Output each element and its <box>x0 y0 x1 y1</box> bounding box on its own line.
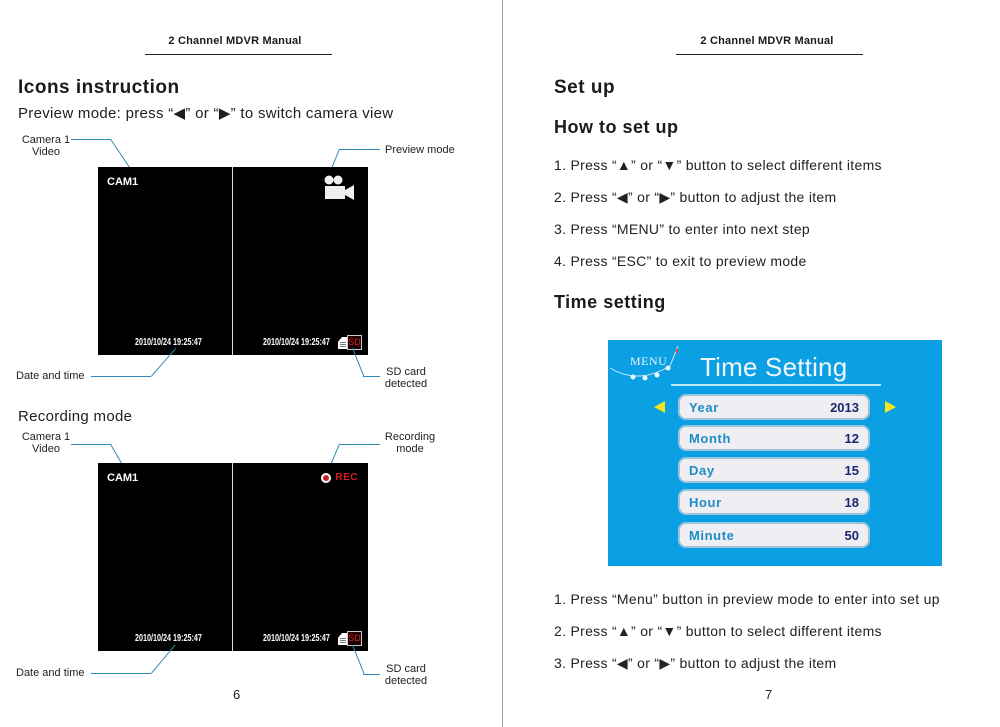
callout-text: Camera 1 <box>21 134 71 146</box>
field-label: Day <box>689 462 715 478</box>
field-value: 18 <box>844 494 859 510</box>
field-label: Year <box>689 399 719 415</box>
setup-step: 1. Press “▲” or “▼” button to select different items <box>554 157 882 173</box>
running-header: 2 Channel MDVR Manual <box>168 35 302 47</box>
subsection-title: Time setting <box>554 292 666 312</box>
cam1-label: CAM1 <box>107 472 139 484</box>
leader-line <box>363 674 380 675</box>
datetime-ch2: 2010/10/24 19:25:47 <box>263 337 330 348</box>
right-arrow-icon[interactable] <box>885 401 896 413</box>
callout-text: detected <box>384 378 428 390</box>
callout-preview-mode: Preview mode <box>385 144 455 156</box>
sd-card-icon <box>338 631 362 646</box>
time-setting-title: Time Setting <box>700 352 848 382</box>
setup-step: 2. Press “◀” or “▶” button to adjust the item <box>554 189 837 205</box>
field-value: 2013 <box>830 399 859 415</box>
leader-line <box>340 444 380 445</box>
menu-label: MENU <box>630 354 668 368</box>
section-title: Set up <box>554 77 616 98</box>
sd-card-icon <box>338 335 362 350</box>
field-label: Minute <box>689 527 735 543</box>
subsection-title: How to set up <box>554 117 679 137</box>
leader-line <box>363 376 380 377</box>
datetime-ch1: 2010/10/24 19:25:47 <box>135 337 202 348</box>
setup-step: 3. Press “MENU” to enter into next step <box>554 221 811 237</box>
callout-camera-video <box>20 134 72 158</box>
record-dot-icon <box>321 473 331 483</box>
page-number: 6 <box>233 687 241 702</box>
title-underline <box>671 384 881 386</box>
callout-text: Camera 1 <box>21 431 71 443</box>
time-field-hour[interactable] <box>678 489 870 515</box>
sd-label: SD <box>347 335 362 350</box>
callout-text: SD card <box>386 663 426 675</box>
recording-indicator <box>321 472 358 483</box>
time-field-month[interactable] <box>678 425 870 451</box>
page-number: 7 <box>765 687 773 702</box>
running-header: 2 Channel MDVR Manual <box>700 35 834 47</box>
channel-divider <box>232 167 233 355</box>
leader-line <box>71 444 111 445</box>
callout-text: Video <box>32 146 60 158</box>
field-value: 12 <box>844 430 859 446</box>
manual-page-7 <box>504 0 1000 727</box>
field-label: Hour <box>689 494 722 510</box>
callout-text: mode <box>396 443 424 455</box>
time-step: 3. Press “◀” or “▶” button to adjust the item <box>554 655 837 671</box>
time-step: 1. Press “Menu” button in preview mode to enter into set up <box>554 591 940 607</box>
callout-text: Video <box>32 443 60 455</box>
preview-mode-caption: Preview mode: press “◀” or “▶” to switch camera view <box>18 105 394 122</box>
header-rule <box>676 54 863 55</box>
time-field-minute[interactable] <box>678 522 870 548</box>
field-value: 15 <box>844 462 859 478</box>
callout-text: detected <box>384 675 428 687</box>
datetime-ch1: 2010/10/24 19:25:47 <box>135 633 202 644</box>
recording-mode-caption: Recording mode <box>18 408 133 425</box>
callout-date-time: Date and time <box>16 667 85 679</box>
setup-step: 4. Press “ESC” to exit to preview mode <box>554 253 807 269</box>
callout-date-time: Date and time <box>16 370 85 382</box>
field-value: 50 <box>844 527 859 543</box>
leader-line <box>91 376 151 377</box>
rec-label: REC <box>335 472 358 483</box>
leader-line <box>71 139 111 140</box>
callout-sd-card <box>380 366 432 390</box>
callout-text: SD card <box>386 366 426 378</box>
left-arrow-icon[interactable] <box>654 401 665 413</box>
video-camera-icon <box>323 175 355 201</box>
callout-camera-video <box>20 431 72 455</box>
time-step: 2. Press “▲” or “▼” button to select different items <box>554 623 882 639</box>
time-setting-screen <box>608 340 942 566</box>
preview-mode-screen <box>98 167 368 355</box>
page-spine-divider <box>502 0 503 727</box>
section-title: Icons instruction <box>18 77 180 98</box>
leader-line <box>91 673 151 674</box>
time-field-day[interactable] <box>678 457 870 483</box>
recording-mode-screen <box>98 463 368 651</box>
field-label: Month <box>689 430 731 446</box>
time-field-year[interactable] <box>678 394 870 420</box>
datetime-ch2: 2010/10/24 19:25:47 <box>263 633 330 644</box>
callout-recording-mode <box>380 431 440 455</box>
callout-sd-card <box>380 663 432 687</box>
header-rule <box>145 54 332 55</box>
callout-text: Recording <box>384 431 436 443</box>
channel-divider <box>232 463 233 651</box>
sd-label: SD <box>347 631 362 646</box>
leader-line <box>340 149 380 150</box>
cam1-label: CAM1 <box>107 176 139 188</box>
